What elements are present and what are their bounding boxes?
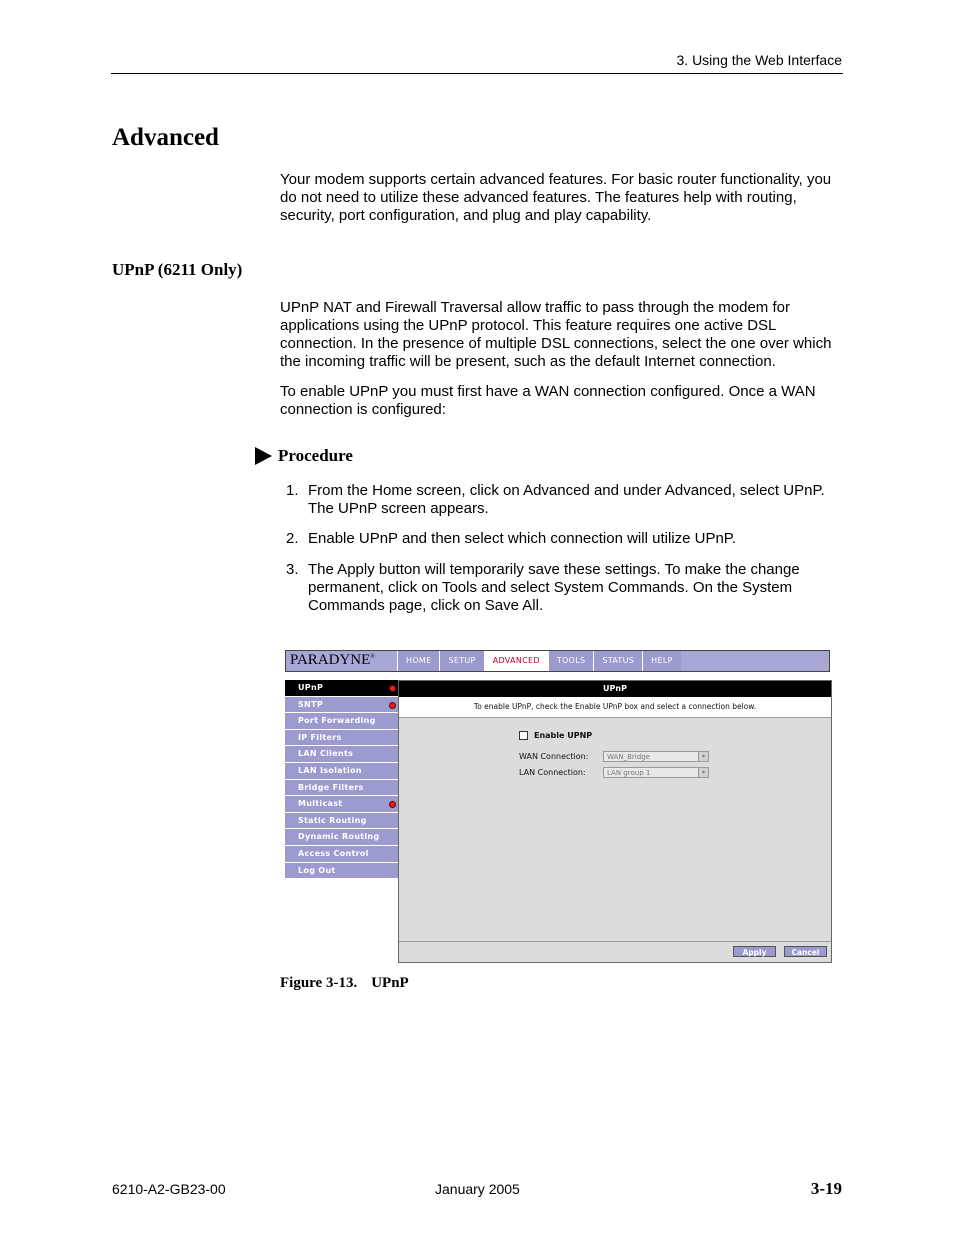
sidebar-item-label: SNTP (298, 699, 323, 709)
lan-connection-value: LAN group 1 (607, 769, 651, 777)
sidebar-item-label: LAN Clients (298, 749, 354, 759)
top-nav-bar (285, 650, 830, 672)
section-paragraph-1: UPnP NAT and Firewall Traversal allow traffic to pass through the modem for applications using the UPnP protocol. This feature requires one active DSL connection. In the presence of multiple DSL connections, select the one over which the incoming traffic will be present, such as the default Internet connection. (280, 299, 832, 370)
sidebar (285, 680, 398, 879)
logo-mark: ® (370, 654, 375, 660)
enable-upnp-row (519, 731, 592, 740)
nav-tabs (397, 651, 681, 671)
tab-help[interactable]: HELP (642, 651, 681, 671)
alert-dot-icon (389, 685, 396, 692)
wan-connection-value: WAN_Bridge (607, 753, 650, 761)
figure-title: UPnP (371, 975, 409, 991)
sidebar-item-lan-isolation[interactable] (285, 763, 398, 780)
tab-home[interactable]: HOME (397, 651, 439, 671)
step-number: 3. (286, 561, 299, 578)
footer-doc-number: 6210-A2-GB23-00 (112, 1181, 226, 1197)
lan-connection-label: LAN Connection: (519, 768, 586, 777)
panel-title: UPnP (399, 681, 831, 697)
apply-button[interactable]: Apply (733, 946, 776, 957)
step-text: Enable UPnP and then select which connection will utilize UPnP. (308, 530, 737, 547)
cancel-button[interactable]: Cancel (784, 946, 827, 957)
sidebar-item-label: Multicast (298, 799, 343, 809)
footer-date: January 2005 (435, 1181, 520, 1197)
sidebar-item-upnp[interactable] (285, 680, 398, 697)
logo-text: PARADYNE (290, 652, 371, 668)
sidebar-item-label: Dynamic Routing (298, 832, 380, 842)
panel-button-bar (399, 941, 831, 962)
wan-connection-select[interactable] (603, 751, 709, 762)
step-text: The Apply button will temporarily save these settings. To make the change permanent, click on Tools and select System Commands. On the System Commands page, click on Save All. (308, 561, 800, 614)
tab-setup[interactable]: SETUP (439, 651, 483, 671)
upnp-screenshot (285, 650, 833, 965)
header-rule (111, 73, 843, 74)
enable-upnp-checkbox[interactable] (519, 731, 528, 740)
sidebar-item-ip-filters[interactable] (285, 730, 398, 747)
sidebar-item-bridge-filters[interactable] (285, 780, 398, 797)
sidebar-item-label: Port Forwarding (298, 716, 376, 726)
sidebar-item-label: Access Control (298, 848, 369, 858)
procedure-step (286, 530, 846, 548)
procedure-arrow-icon (255, 447, 272, 465)
alert-dot-icon (389, 801, 396, 808)
procedure-label: Procedure (278, 446, 353, 465)
figure-caption (280, 975, 409, 992)
sidebar-item-label: UPnP (298, 683, 324, 692)
section-heading: UPnP (6211 Only) (112, 260, 243, 279)
sidebar-item-label: Static Routing (298, 815, 367, 825)
sidebar-item-label: Log Out (298, 865, 336, 875)
step-number: 1. (286, 482, 299, 499)
sidebar-item-access-control[interactable] (285, 846, 398, 863)
procedure-step (286, 561, 846, 615)
running-header: 3. Using the Web Interface (676, 52, 842, 68)
chevron-down-icon: ▾ (698, 752, 708, 761)
sidebar-item-label: LAN Isolation (298, 765, 362, 775)
enable-upnp-label: Enable UPNP (534, 731, 593, 740)
sidebar-item-log-out[interactable] (285, 863, 398, 880)
upnp-panel (398, 680, 832, 963)
sidebar-item-static-routing[interactable] (285, 813, 398, 830)
intro-paragraph: Your modem supports certain advanced features. For basic router functionality, you do not need to utilize these advanced features. The features help with routing, security, port configuration, and plug and play capability. (280, 171, 832, 224)
procedure-heading (255, 446, 353, 466)
tab-advanced[interactable]: ADVANCED (484, 651, 548, 671)
footer-page-number: 3-19 (810, 1179, 842, 1198)
sidebar-item-sntp[interactable] (285, 697, 398, 714)
sidebar-item-multicast[interactable] (285, 796, 398, 813)
page-title: Advanced (112, 124, 219, 151)
sidebar-item-label: Bridge Filters (298, 782, 364, 792)
wan-connection-label: WAN Connection: (519, 752, 589, 761)
tab-tools[interactable]: TOOLS (548, 651, 594, 671)
lan-connection-row (519, 767, 709, 778)
section-paragraph-2: To enable UPnP you must first have a WAN connection configured. Once a WAN connection is configured: (280, 383, 816, 418)
tab-status[interactable]: STATUS (593, 651, 642, 671)
sidebar-item-dynamic-routing[interactable] (285, 829, 398, 846)
sidebar-item-port-forwarding[interactable] (285, 713, 398, 730)
alert-dot-icon (389, 702, 396, 709)
step-text: From the Home screen, click on Advanced and under Advanced, select UPnP. The UPnP screen appears. (308, 482, 825, 517)
wan-connection-row (519, 751, 709, 762)
panel-description: To enable UPnP, check the Enable UPnP box and select a connection below. (399, 697, 831, 718)
figure-number: Figure 3-13. (280, 975, 358, 991)
sidebar-item-lan-clients[interactable] (285, 746, 398, 763)
paradyne-logo (290, 652, 375, 669)
procedure-step (286, 482, 846, 518)
sidebar-item-label: IP Filters (298, 732, 342, 742)
chevron-down-icon: ▾ (698, 768, 708, 777)
lan-connection-select[interactable] (603, 767, 709, 778)
step-number: 2. (286, 530, 299, 547)
